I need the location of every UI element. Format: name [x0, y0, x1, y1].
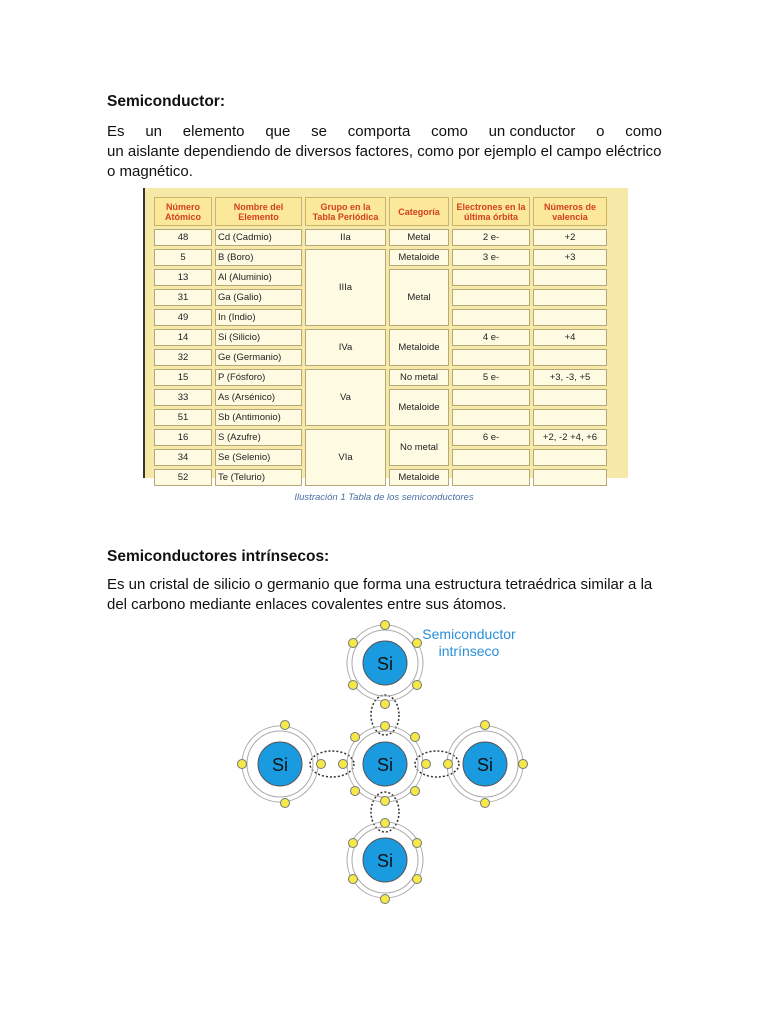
si-atom-top: [347, 625, 423, 701]
word: o: [596, 123, 605, 140]
word: un conductor: [488, 123, 576, 140]
header-numero-atomico: Número Atómico: [154, 197, 212, 226]
electron: [413, 639, 422, 648]
electron: [349, 681, 358, 690]
cell-empty: [533, 409, 607, 426]
cell-group: Va: [305, 369, 386, 426]
cell-empty: [533, 449, 607, 466]
cell-category: No metal: [389, 429, 449, 466]
electron: [411, 733, 420, 742]
electron: [381, 895, 390, 904]
cell-valence: +3: [533, 249, 607, 266]
electron: [519, 760, 528, 769]
cell-name: Se (Selenio): [215, 449, 302, 466]
header-nombre-elemento: Nombre del Elemento: [215, 197, 302, 226]
semiconductor-paragraph: [107, 122, 662, 182]
word: se: [311, 123, 327, 140]
electron: [481, 799, 490, 808]
electron: [411, 787, 420, 796]
semiconductor-table: [151, 194, 610, 489]
cell-num: 52: [154, 469, 212, 486]
cell-empty: [452, 469, 530, 486]
silicon-crystal-diagram: [230, 615, 530, 915]
atom-label: Si: [376, 755, 394, 775]
cell-num: 15: [154, 369, 212, 386]
cell-name: Sb (Antimonio): [215, 409, 302, 426]
cell-num: 31: [154, 289, 212, 306]
cell-empty: [533, 289, 607, 306]
si-atom-right: [447, 726, 523, 802]
semiconductor-table-figure: [143, 188, 628, 483]
cell-num: 48: [154, 229, 212, 246]
cell-name: Ga (Galio): [215, 289, 302, 306]
electron: [339, 760, 348, 769]
electron: [422, 760, 431, 769]
electron: [381, 722, 390, 731]
word: como: [625, 123, 662, 140]
intrinsecos-paragraph: [107, 575, 662, 615]
header-categoria: Categoría: [389, 197, 449, 226]
paragraph-line-2: un aislante dependiendo de diversos factores, como por ejemplo el campo eléctrico: [107, 143, 662, 160]
paragraph-line-1: [107, 122, 662, 142]
cell-electrons: 5 e-: [452, 369, 530, 386]
cell-category: Metaloide: [389, 249, 449, 266]
paragraph-line-1: Es un cristal de silicio o germanio que forma una estructura tetraédrica similar a la: [107, 576, 653, 593]
cell-num: 5: [154, 249, 212, 266]
cell-name: Cd (Cadmio): [215, 229, 302, 246]
cell-electrons: 2 e-: [452, 229, 530, 246]
cell-empty: [533, 349, 607, 366]
electron: [349, 639, 358, 648]
cell-category: Metaloide: [389, 469, 449, 486]
atom-label: Si: [271, 755, 289, 775]
cell-group: VIa: [305, 429, 386, 486]
cell-num: 49: [154, 309, 212, 326]
cell-group: IIa: [305, 229, 386, 246]
cell-empty: [452, 289, 530, 306]
cell-empty: [452, 449, 530, 466]
cell-empty: [533, 269, 607, 286]
cell-empty: [533, 309, 607, 326]
cell-valence: +4: [533, 329, 607, 346]
table-row: [154, 249, 607, 266]
cell-num: 16: [154, 429, 212, 446]
atom-label: Si: [376, 654, 394, 674]
table-row: [154, 229, 607, 246]
cell-empty: [452, 349, 530, 366]
cell-valence: +2: [533, 229, 607, 246]
si-atom-bottom: [347, 822, 423, 898]
cell-group: IIIa: [305, 249, 386, 326]
paragraph-line-2: del carbono mediante enlaces covalentes entre sus átomos.: [107, 596, 507, 613]
atom-label: Si: [476, 755, 494, 775]
cell-electrons: 3 e-: [452, 249, 530, 266]
cell-name: S (Azufre): [215, 429, 302, 446]
electron: [351, 733, 360, 742]
cell-name: Al (Aluminio): [215, 269, 302, 286]
table-header-row: [154, 197, 607, 226]
atom-label: Si: [376, 851, 394, 871]
table-row: [154, 429, 607, 446]
cell-name: Ge (Germanio): [215, 349, 302, 366]
cell-name: In (Indio): [215, 309, 302, 326]
cell-empty: [452, 269, 530, 286]
cell-name: Si (Silicio): [215, 329, 302, 346]
cell-category: Metaloide: [389, 389, 449, 426]
cell-valence: +3, -3, +5: [533, 369, 607, 386]
cell-num: 14: [154, 329, 212, 346]
cell-category: Metaloide: [389, 329, 449, 366]
header-valencia: Números de valencia: [533, 197, 607, 226]
electron: [413, 681, 422, 690]
electron: [238, 760, 247, 769]
cell-num: 13: [154, 269, 212, 286]
diagram-title-line-2: intrínseco: [438, 643, 500, 659]
cell-electrons: 6 e-: [452, 429, 530, 446]
word: comporta: [347, 123, 411, 140]
cell-empty: [452, 409, 530, 426]
electron: [381, 700, 390, 709]
cell-name: Te (Telurio): [215, 469, 302, 486]
paragraph-line-3: o magnético.: [107, 163, 193, 180]
cell-empty: [533, 389, 607, 406]
section-heading-intrinsecos: Semiconductores intrínsecos:: [107, 548, 330, 565]
header-grupo: Grupo en la Tabla Periódica: [305, 197, 386, 226]
section-heading-semiconductor: Semiconductor:: [107, 93, 225, 110]
si-atom-left: [242, 726, 318, 802]
electron: [381, 621, 390, 630]
word: Es: [107, 123, 125, 140]
cell-name: B (Boro): [215, 249, 302, 266]
cell-category: Metal: [389, 229, 449, 246]
table-row: [154, 329, 607, 346]
cell-group: IVa: [305, 329, 386, 366]
electron: [281, 721, 290, 730]
cell-num: 32: [154, 349, 212, 366]
electron: [349, 875, 358, 884]
electron: [281, 799, 290, 808]
cell-category: No metal: [389, 369, 449, 386]
cell-name: P (Fósforo): [215, 369, 302, 386]
cell-num: 34: [154, 449, 212, 466]
cell-num: 33: [154, 389, 212, 406]
cell-empty: [452, 389, 530, 406]
diagram-title-line-1: Semiconductor: [422, 626, 516, 642]
cell-num: 51: [154, 409, 212, 426]
electron: [413, 875, 422, 884]
cell-empty: [452, 309, 530, 326]
cell-electrons: 4 e-: [452, 329, 530, 346]
electron: [381, 819, 390, 828]
table-row: [154, 369, 607, 386]
figure-caption: Ilustración 1 Tabla de los semiconductores: [294, 492, 474, 503]
cell-valence: +2, -2 +4, +6: [533, 429, 607, 446]
electron: [413, 839, 422, 848]
electron: [351, 787, 360, 796]
electron: [481, 721, 490, 730]
word: como: [431, 123, 468, 140]
cell-name: As (Arsénico): [215, 389, 302, 406]
word: que: [265, 123, 291, 140]
cell-category: Metal: [389, 269, 449, 326]
word: un: [145, 123, 162, 140]
electron: [349, 839, 358, 848]
word: elemento: [182, 123, 245, 140]
header-electrones: Electrones en la última órbita: [452, 197, 530, 226]
electron: [381, 797, 390, 806]
cell-empty: [533, 469, 607, 486]
electron: [444, 760, 453, 769]
electron: [317, 760, 326, 769]
